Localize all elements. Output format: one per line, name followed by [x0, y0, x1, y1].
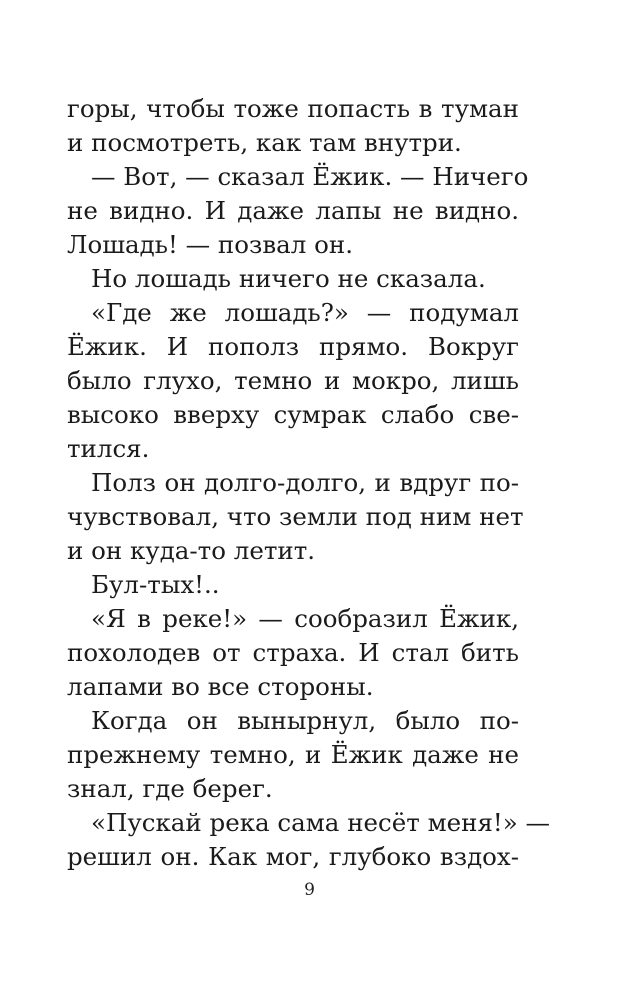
text-line: решил он. Как мог, глубоко вздох- [67, 842, 519, 871]
text-line: «Пускай река сама несёт меня!» — [91, 808, 551, 837]
page-body-text [67, 92, 551, 874]
text-line: Полз он долго-долго, и вдруг по- [91, 468, 519, 497]
text-line: и он куда-то летит. [67, 536, 316, 565]
text-line: Лошадь! — позвал он. [67, 230, 353, 259]
text-line: Бул-тых!.. [91, 570, 220, 599]
page-number: 9 [304, 880, 315, 900]
text-line: чувствовал, что земли под ним нет [67, 502, 524, 531]
text-line: и посмотреть, как там внутри. [67, 128, 462, 157]
text-line: «Где же лошадь?» — подумал [91, 298, 519, 327]
text-line: «Я в реке!» — сообразил Ёжик, [91, 604, 519, 633]
text-line: было глухо, темно и мокро, лишь [67, 366, 519, 395]
text-line: лапами во все стороны. [67, 672, 374, 701]
text-line: Когда он вынырнул, было по- [91, 706, 519, 735]
text-line: тился. [67, 434, 150, 463]
text-line: похолодев от страха. И стал бить [67, 638, 519, 667]
text-line: — Вот, — сказал Ёжик. — Ничего [91, 162, 529, 191]
text-line: Ёжик. И пополз прямо. Вокруг [67, 332, 519, 361]
text-line: не видно. И даже лапы не видно. [67, 196, 519, 225]
text-line: высоко вверху сумрак слабо све- [67, 400, 519, 429]
text-line: знал, где берег. [67, 774, 273, 803]
text-line: прежнему темно, и Ёжик даже не [67, 740, 519, 769]
text-line: горы, чтобы тоже попасть в туман [67, 94, 519, 123]
text-line: Но лошадь ничего не сказала. [91, 264, 486, 293]
